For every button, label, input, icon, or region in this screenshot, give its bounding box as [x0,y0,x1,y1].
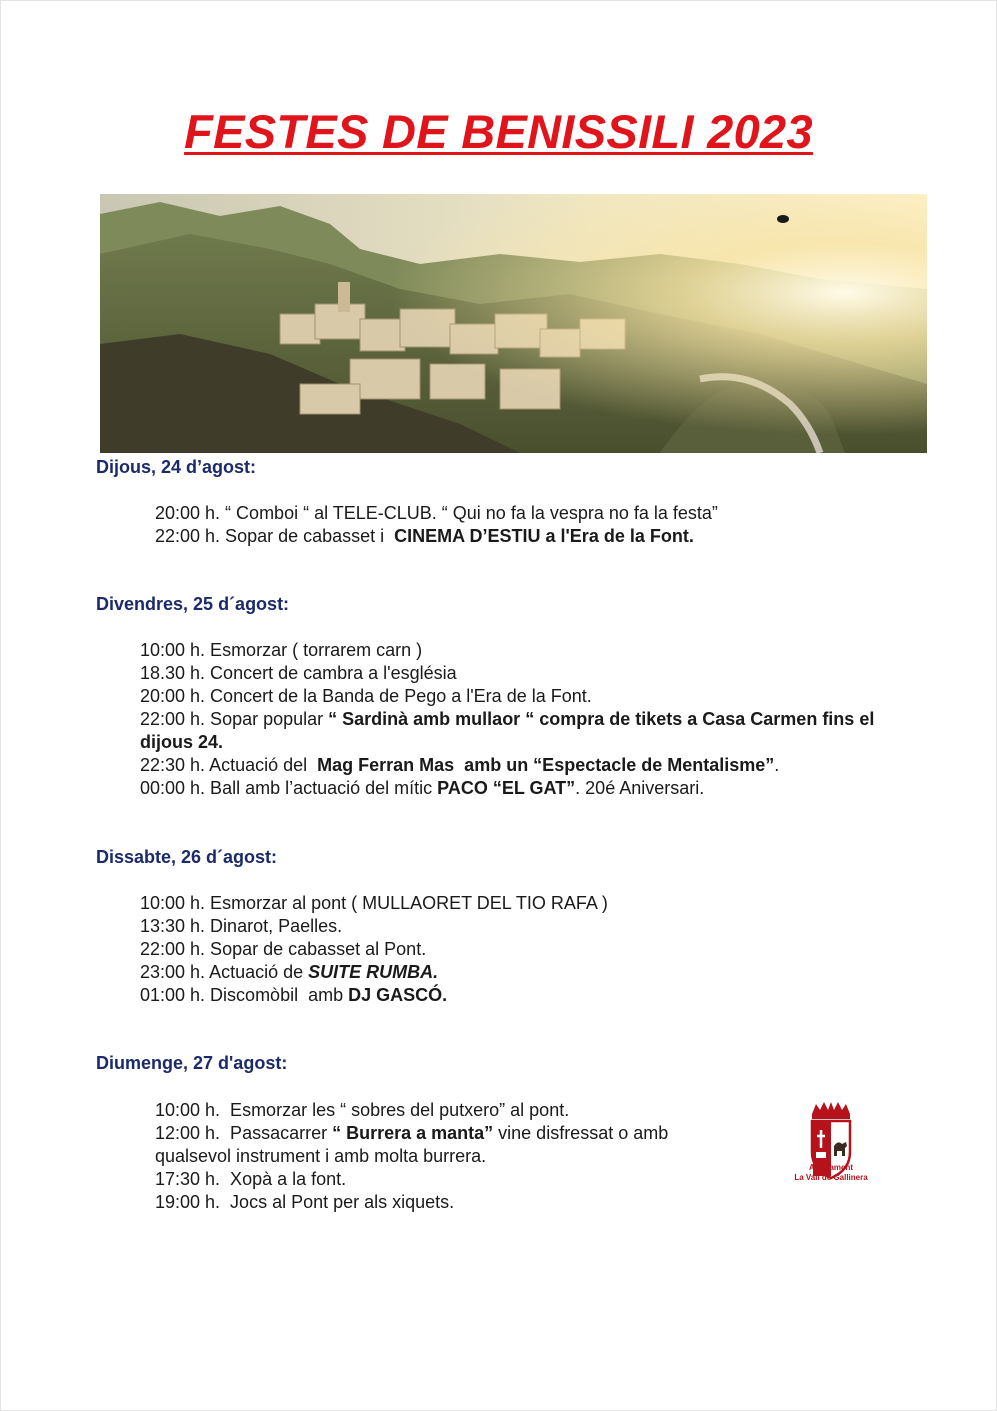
event-text: 17:30 h. Xopà a la font. [155,1169,347,1189]
event-text: 12:00 h. Passacarrer [155,1123,333,1143]
event-item [140,777,910,800]
event-list [155,502,855,548]
event-item [140,938,910,961]
event-text: Mag Ferran Mas amb un “Espectacle de Mentalisme” [317,755,775,775]
event-text: vine disfressat o amb qualsevol instrument i amb molta burrera. [155,1123,674,1166]
event-list [155,1099,745,1214]
event-text: . [774,755,780,775]
event-item [140,708,910,754]
day-heading: Diumenge, 27 d'agost: [96,1053,288,1073]
logo-line-1: Ajuntament [809,1163,853,1172]
event-text: 20:00 h. Concert de la Banda de Pego a l'Era de la Font. [140,686,592,706]
event-text: CINEMA D’ESTIU a l'Era de la Font. [394,526,694,546]
page-title: FESTES DE BENISSILI 2023 [184,105,813,158]
event-item [155,502,855,525]
event-item [140,892,910,915]
event-text: PACO “EL GAT” [437,778,576,798]
event-item [140,984,910,1007]
event-text: 20:00 h. “ Comboi “ al TELE-CLUB. “ Qui no fa la vespra no fa la festa” [155,503,718,523]
event-item [140,961,910,984]
event-text: 22:00 h. Sopar popular [140,709,329,729]
event-text: 19:00 h. Jocs al Pont per als xiquets. [155,1192,455,1212]
event-item [155,1168,745,1191]
event-text: 22:30 h. Actuació del [140,755,318,775]
event-text: SUITE RUMBA. [308,962,439,982]
village-landscape-photo [100,194,927,453]
event-text: “ Sardinà amb mullaor “ compra de tikets a Casa Carmen fins el dijous 24. [140,709,880,752]
event-item [155,1099,745,1122]
event-text: 22:00 h. Sopar de cabasset i [155,526,395,546]
event-text: 00:00 h. Ball amb l’actuació del mític [140,778,438,798]
event-text: 18.30 h. Concert de cambra a l'església [140,663,457,683]
event-list [140,639,910,800]
event-item [155,1191,745,1214]
event-text: 10:00 h. Esmorzar ( torrarem carn ) [140,640,423,660]
event-text: 22:00 h. Sopar de cabasset al Pont. [140,939,427,959]
event-item [140,639,910,662]
event-item [140,662,910,685]
event-item [140,915,910,938]
event-text: 13:30 h. Dinarot, Paelles. [140,916,343,936]
event-text: 10:00 h. Esmorzar al pont ( MULLAORET DEL TIO RAFA ) [140,893,608,913]
event-list [140,892,910,1007]
event-text: DJ GASCÓ. [348,985,448,1005]
day-heading: Dissabte, 26 d´agost: [96,847,278,867]
event-text: . 20é Aniversari. [575,778,705,798]
day-heading: Dijous, 24 d’agost: [96,457,257,477]
event-item [140,685,910,708]
event-text: 01:00 h. Discomòbil amb [140,985,349,1005]
event-text: “ Burrera a manta” [332,1123,494,1143]
event-text: 23:00 h. Actuació de [140,962,309,982]
event-item [155,1122,745,1168]
logo-line-2: La Vall de Gallinera [794,1173,868,1182]
day-heading: Divendres, 25 d´agost: [96,594,290,614]
event-item [140,754,910,777]
event-item [155,525,855,548]
event-text: 10:00 h. Esmorzar les “ sobres del putxero” al pont. [155,1100,570,1120]
